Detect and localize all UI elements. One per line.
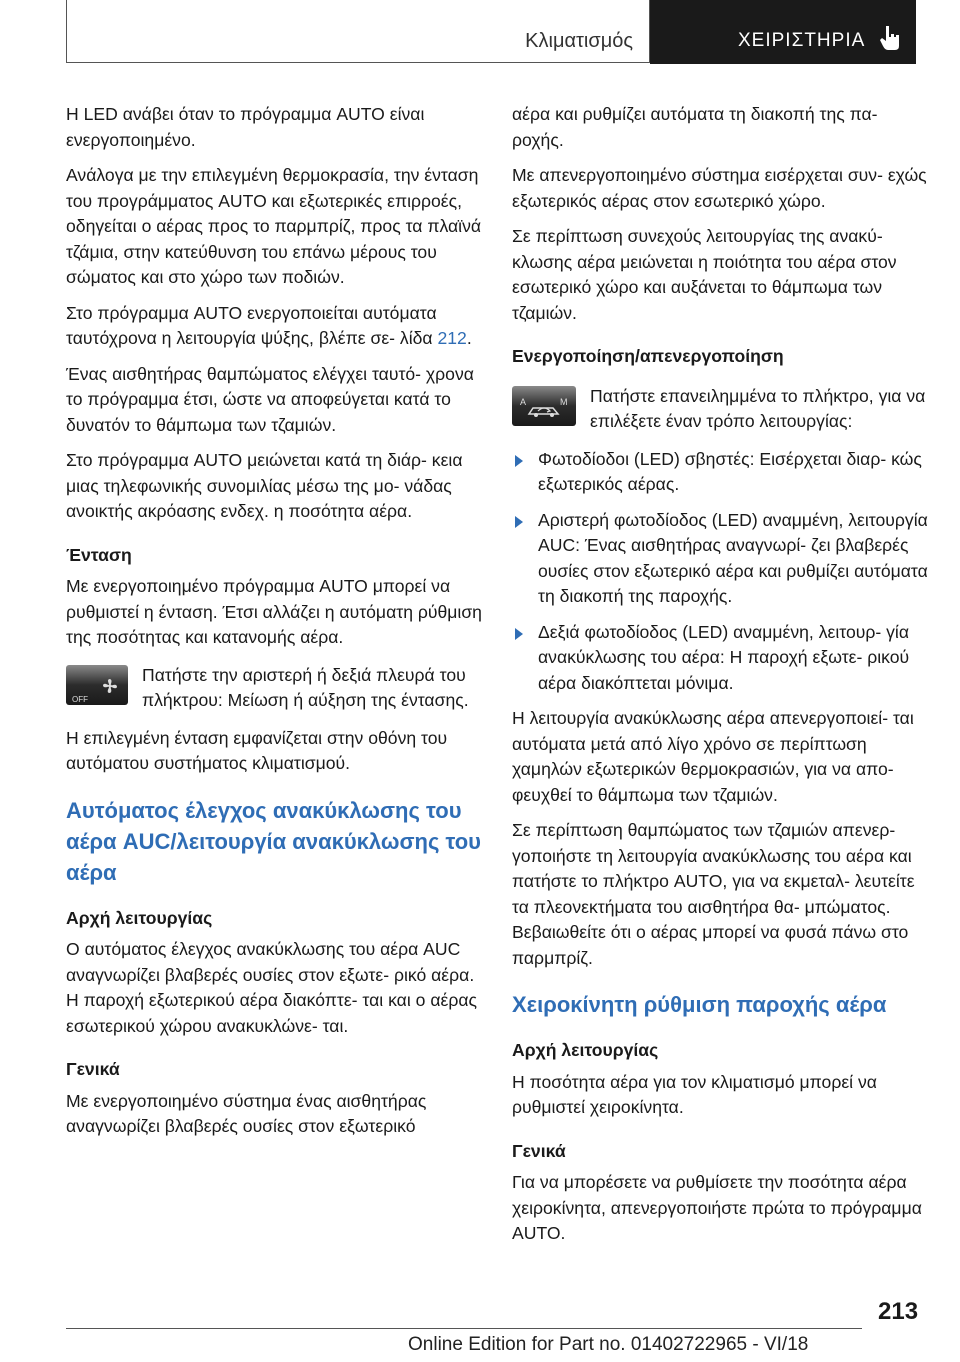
paragraph: Η λειτουργία ανακύκλωσης αέρα απενεργοποιεί‐ ται αυτόματα μετά από λίγο χρόνο σε περίπτωση χαμηλών εξωτερικών θερμοκρασιών, για να απο‐ φευχθεί το θάμπωμα των τζαμιών. xyxy=(512,708,914,805)
subheading-principle: Αρχή λειτουργίας xyxy=(66,907,213,928)
paragraph: Με ενεργοποιημένο πρόγραμμα AUTO μπορεί να ρυθμιστεί η ένταση. Έτσι αλλάζει η αυτόματη ρύθμιση της ποσότητας και κατανομής αέρα. xyxy=(66,576,482,647)
manual-label: M xyxy=(560,396,568,407)
left-column xyxy=(66,102,484,1150)
pointing-hand-icon xyxy=(878,24,902,52)
recirculation-button-image xyxy=(512,386,576,426)
section-tab xyxy=(66,0,650,63)
list-item: Δεξιά φωτοδίοδος (LED) αναμμένη, λειτουρ‐ γία ανακύκλωσης του αέρα: Η παροχή εξωτε‐ ρικού αέρα διακόπτεται μόνιμα. xyxy=(512,620,930,697)
paragraph: Η επιλεγμένη ένταση εμφανίζεται στην οθόνη του αυτόματου συστήματος κλιματισμού. xyxy=(66,727,448,773)
footer-divider xyxy=(66,1328,862,1329)
fan-icon xyxy=(102,678,118,694)
paragraph: Στο πρόγραμμα AUTO μειώνεται κατά τη διάρ‐ κεια μιας τηλεφωνικής συνομιλίας μέσω της μο‐ νάδας ανοικτής ακρόασης ενδεχ. η ποσότητα αέρα. xyxy=(66,450,463,521)
list-item: Φωτοδίοδοι (LED) σβηστές: Εισέρχεται διαρ‐ κώς εξωτερικός αέρας. xyxy=(512,447,930,498)
instruction-text: Πατήστε την αριστερή ή δεξιά πλευρά του πλήκτρου: Μείωση ή αύξηση της έντασης. xyxy=(142,664,469,710)
instruction-text: Πατήστε επανειλημμένα το πλήκτρο, για να επιλέξετε έναν τρόπο λειτουργίας: xyxy=(590,385,926,431)
paragraph: αέρα και ρυθμίζει αυτόματα τη διακοπή της πα‐ ροχής. xyxy=(512,104,878,150)
intensity-button-image xyxy=(66,665,128,705)
section-heading-manual-airflow: Χειροκίνητη ρύθμιση παροχής αέρα xyxy=(512,992,887,1017)
subheading-toggle: Ενεργοποίηση/απενεργοποίηση xyxy=(512,346,784,366)
chapter-tab xyxy=(650,0,916,64)
list-item: Αριστερή φωτοδίοδος (LED) αναμμένη, λειτουργία AUC: Ένας αισθητήρας αναγνωρί‐ ζει βλαβερές ουσίες στον εξωτερικό αέρα και ρυθμίζει αυτόματα τη διακοπή της παροχής. xyxy=(512,508,930,610)
paragraph: Με απενεργοποιημένο σύστημα εισέρχεται συν‐ εχώς εξωτερικός αέρας στον εσωτερικό χώρο. xyxy=(512,165,927,211)
paragraph: Με ενεργοποιημένο σύστημα ένας αισθητήρας αναγνωρίζει βλαβερές ουσίες στον εξωτερικό xyxy=(66,1090,427,1136)
subheading-intensity: Ένταση xyxy=(66,544,132,565)
car-recirculation-icon xyxy=(526,400,562,420)
page-header xyxy=(66,0,916,64)
section-heading-auc: Αυτόματος έλεγχος ανακύκλωσης του αέρα AUC/λειτουργία ανακύκλωσης του αέρα xyxy=(66,797,481,885)
right-column xyxy=(512,102,930,1257)
section-title: Κλιματισμός xyxy=(525,30,633,52)
paragraph: Ο αυτόματος έλεγχος ανακύκλωσης του αέρα AUC αναγνωρίζει βλαβερές ουσίες στον εξωτε‐ ρικό αέρα. Η παροχή εξωτερικού αέρα διακόπτε‐ ται και ο αέρας εσωτερικού χώρου ανακυκλώνε‐ ται. xyxy=(66,939,477,1036)
paragraph: Σε περίπτωση θαμπώματος των τζαμιών απενερ‐ γοποιήστε τη λειτουργία ανακύκλωσης του αέρα και πατήστε το πλήκτρο AUTO, για να εκμεταλ‐ λευτείτε τα πλεονεκτήματα του αισθητήρα θα‐ μπώματος. Βεβαιωθείτε ότι ο αέρας μπορεί να φυσά πάνω στο παρμπρίζ. xyxy=(512,820,915,968)
chapter-title: ΧΕΙΡΙΣΤΗΡΙΑ xyxy=(738,30,866,51)
intensity-instruction xyxy=(66,663,484,714)
subheading-general: Γενικά xyxy=(512,1140,566,1161)
mode-list xyxy=(512,447,930,697)
paragraph: Η LED ανάβει όταν το πρόγραμμα AUTO είναι ενεργοποιημένο. xyxy=(66,104,425,150)
page-reference-link[interactable]: 212 xyxy=(437,328,467,348)
paragraph: Ανάλογα με την επιλεγμένη θερμοκρασία, την ένταση του προγράμματος AUTO και εξωτερικές επιρροές, οδηγείται ο αέρας προς το παρμπρίζ, προς τα πλαϊνά τζάμια, στην κατεύθυνση του επάνω μέρους του σώματος και στο χώρο των ποδιών. xyxy=(66,165,482,287)
paragraph: Για να μπορέσετε να ρυθμίσετε την ποσότητα αέρα χειροκίνητα, απενεργοποιήστε πρώτα το πρόγραμμα AUTO. xyxy=(512,1172,922,1243)
paragraph: Στο πρόγραμμα AUTO ενεργοποιείται αυτόματα ταυτόχρονα η λειτουργία ψύξης, βλέπε σε‐ λίδα 212. xyxy=(66,302,472,348)
recirculation-instruction xyxy=(512,384,930,435)
subheading-general: Γενικά xyxy=(66,1059,120,1079)
off-label: OFF xyxy=(72,694,88,704)
edition-footer: Online Edition for Part no. 01402722965 - VI/18 xyxy=(408,1334,809,1355)
paragraph: Ένας αισθητήρας θαμπώματος ελέγχει ταυτό‐ χρονα το πρόγραμμα έτσι, ώστε να αποφεύγεται κατά το δυνατόν το θάμπωμα των τζαμιών. xyxy=(66,363,474,435)
auto-label: A xyxy=(520,396,527,407)
subheading-principle: Αρχή λειτουργίας xyxy=(512,1040,659,1060)
paragraph: Η ποσότητα αέρα για τον κλιματισμό μπορεί να ρυθμιστεί χειροκίνητα. xyxy=(512,1071,877,1117)
paragraph: Σε περίπτωση συνεχούς λειτουργίας της ανακύ‐ κλωσης αέρα μειώνεται η ποιότητα του αέρα στον εσωτερικό χώρο και αυξάνεται το θάμπωμα των τζαμιών. xyxy=(512,226,897,323)
page-number: 213 xyxy=(878,1298,919,1325)
